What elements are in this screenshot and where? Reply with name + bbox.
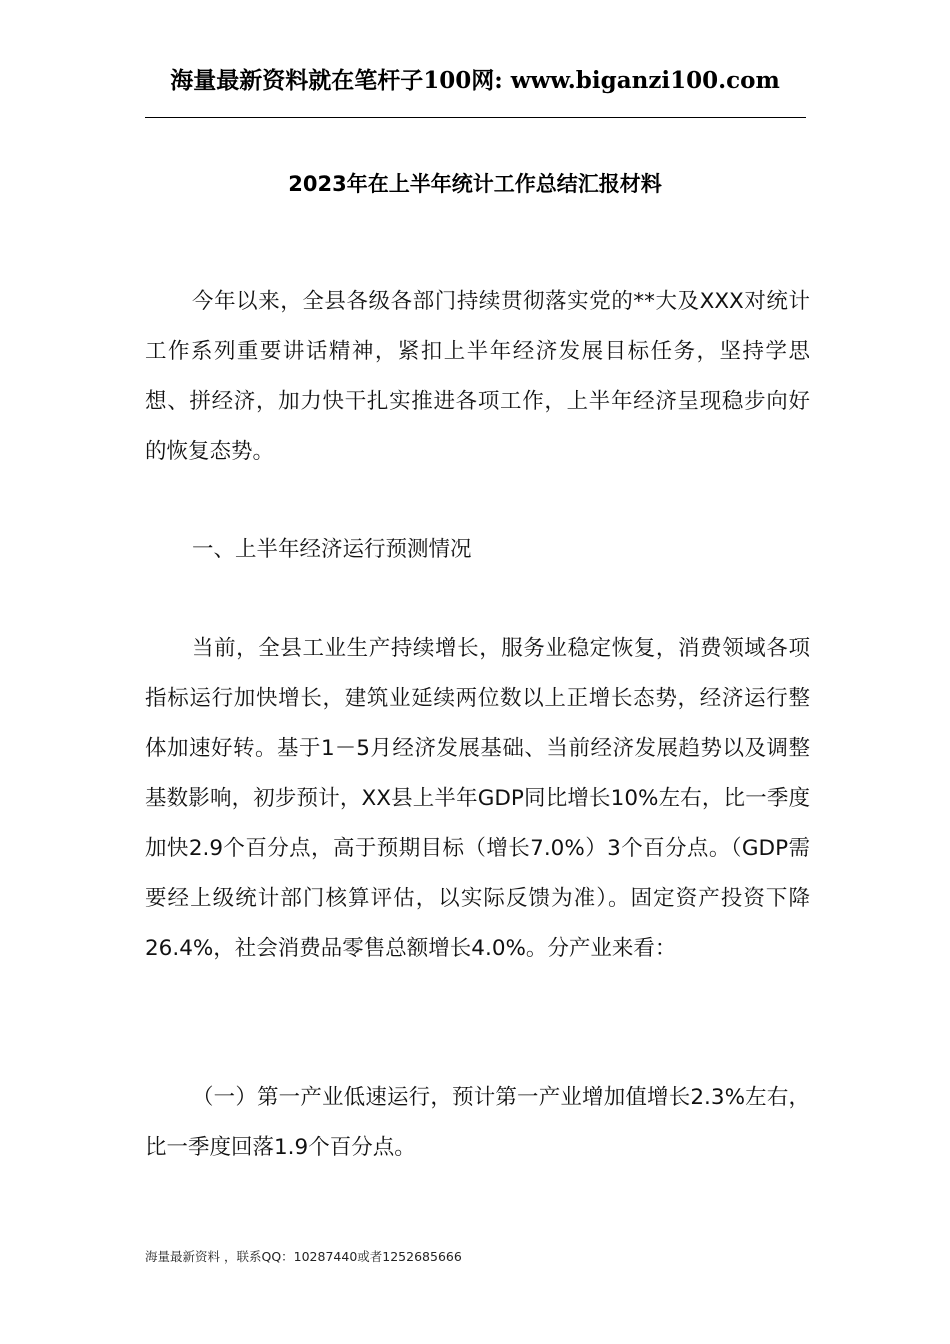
document-title: 2023年在上半年统计工作总结汇报材料 [288,172,662,196]
paragraph-primary-industry: （一）第一产业低速运行，预计第一产业增加值增长2.3%左右，比一季度回落1.9个百分点。 [145,1085,810,1160]
site-header: 海量最新资料就在笔杆子100网: www.biganzi100.com [170,67,780,94]
page-footer: 海量最新资料 ，联系QQ：10287440或者1252685666 [145,1249,462,1264]
section-heading-1: 一、上半年经济运行预测情况 [192,537,472,562]
paragraph-intro: 今年以来，全县各级各部门持续贯彻落实党的**大及XXX对统计工作系列重要讲话精神，紧扣上半年经济发展目标任务，坚持学思想、拼经济，加力快干扎实推进各项工作，上半年经济呈现稳步向好的恢复态势。 [145,289,810,464]
header-divider [145,117,806,118]
paragraph-forecast: 当前，全县工业生产持续增长，服务业稳定恢复，消费领域各项指标运行加快增长，建筑业延续两位数以上正增长态势，经济运行整体加速好转。基于1－5月经济发展基础、当前经济发展趋势以及调整基数影响，初步预计，XX县上半年GDP同比增长10%左右，比一季度加快2.9个百分点，高于预期目标（增长7.0%）3个百分点。（GDP需要经上级统计部门核算评估，以实际反馈为准）。固定资产投资下降26.4%，社会消费品零售总额增长4.0%。分产业来看： [145,636,810,961]
